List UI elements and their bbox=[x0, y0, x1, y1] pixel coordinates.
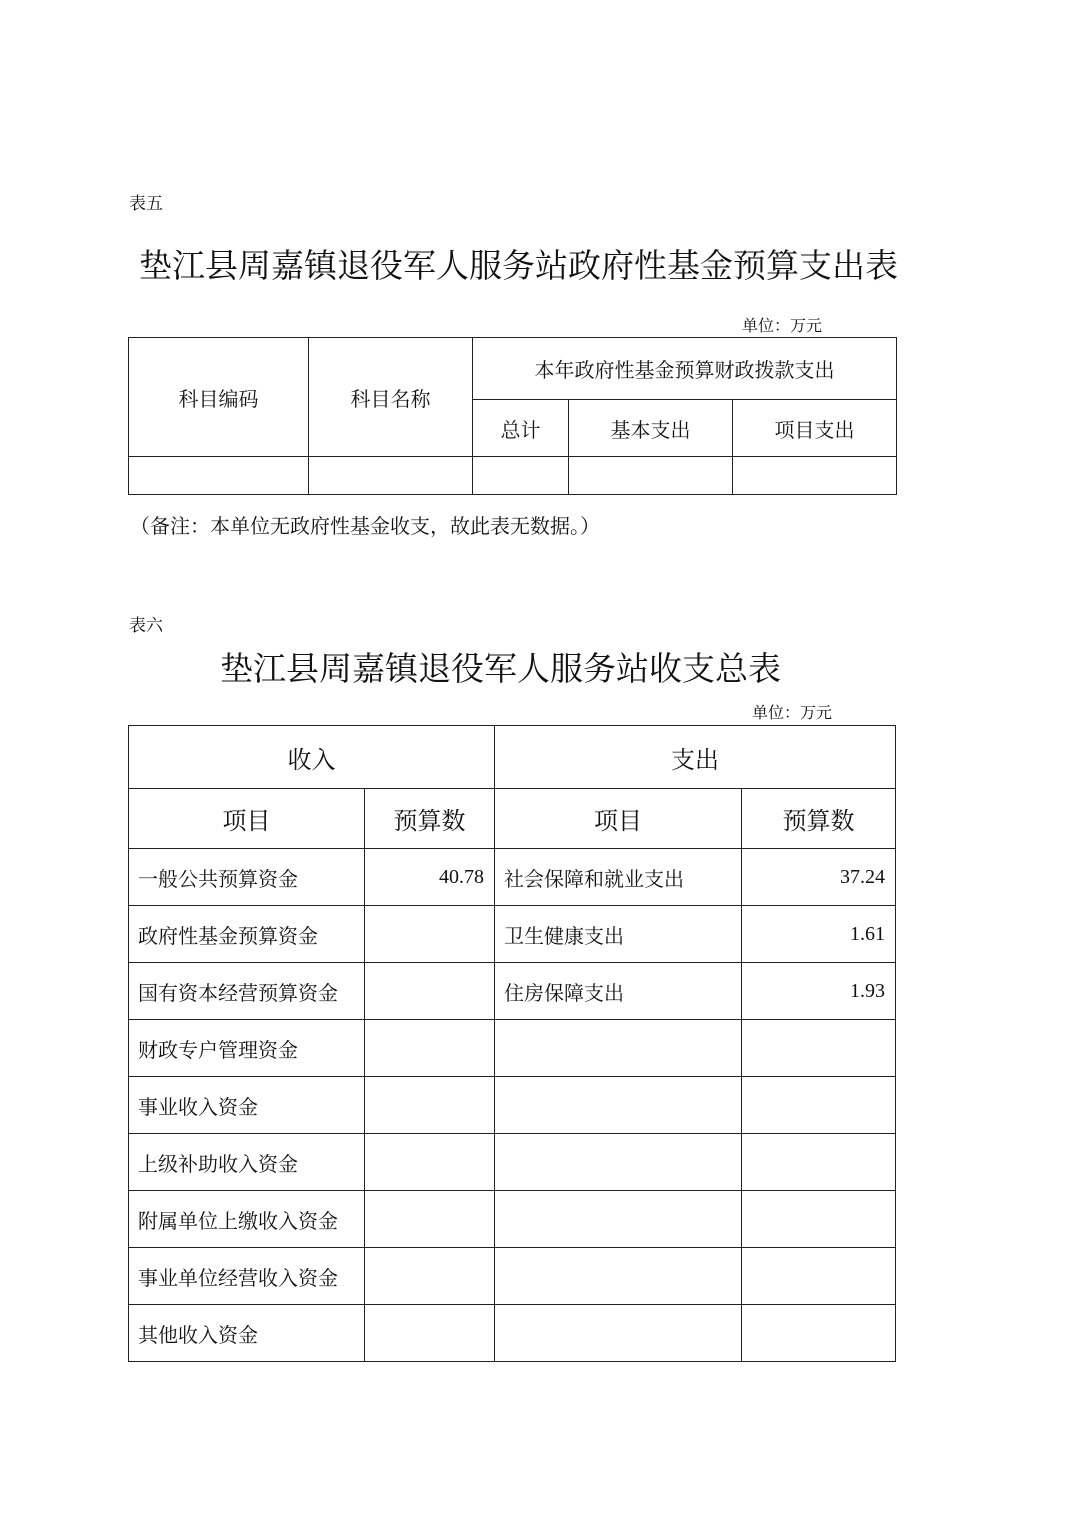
income-item: 附属单位上缴收入资金 bbox=[129, 1191, 365, 1248]
header-project-expense: 项目支出 bbox=[733, 400, 897, 457]
table5 bbox=[128, 337, 897, 495]
table-cell bbox=[569, 457, 733, 495]
header-fund-expense-group: 本年政府性基金预算财政拨款支出 bbox=[473, 338, 897, 400]
expense-item bbox=[495, 1020, 742, 1077]
income-item: 国有资本经营预算资金 bbox=[129, 963, 365, 1020]
income-budget: 40.78 bbox=[365, 849, 495, 906]
income-item: 上级补助收入资金 bbox=[129, 1134, 365, 1191]
expense-budget: 1.61 bbox=[742, 906, 896, 963]
expense-budget: 1.93 bbox=[742, 963, 896, 1020]
income-item: 财政专户管理资金 bbox=[129, 1020, 365, 1077]
expense-budget bbox=[742, 1077, 896, 1134]
header-subject-code: 科目编码 bbox=[129, 338, 309, 457]
table6-unit: 单位：万元 bbox=[752, 705, 833, 722]
income-budget bbox=[365, 1248, 495, 1305]
expense-budget bbox=[742, 1248, 896, 1305]
income-budget bbox=[365, 1134, 495, 1191]
expense-item: 社会保障和就业支出 bbox=[495, 849, 742, 906]
expense-budget bbox=[742, 1020, 896, 1077]
header-expense: 支出 bbox=[495, 726, 896, 789]
table-cell bbox=[473, 457, 569, 495]
income-item: 事业收入资金 bbox=[129, 1077, 365, 1134]
income-budget bbox=[365, 1077, 495, 1134]
income-budget bbox=[365, 1020, 495, 1077]
expense-item: 卫生健康支出 bbox=[495, 906, 742, 963]
table5-label: 表五 bbox=[129, 194, 163, 214]
income-item: 事业单位经营收入资金 bbox=[129, 1248, 365, 1305]
income-item: 其他收入资金 bbox=[129, 1305, 365, 1362]
table-cell bbox=[129, 457, 309, 495]
table6 bbox=[128, 725, 896, 1362]
table-row bbox=[129, 1191, 896, 1248]
table6-title: 垫江县周嘉镇退役军人服务站收支总表 bbox=[220, 649, 781, 688]
table-row bbox=[129, 1305, 896, 1362]
income-budget bbox=[365, 1191, 495, 1248]
income-budget bbox=[365, 963, 495, 1020]
income-budget bbox=[365, 906, 495, 963]
table5-unit: 单位：万元 bbox=[742, 318, 823, 335]
expense-budget bbox=[742, 1305, 896, 1362]
table-row bbox=[129, 1134, 896, 1191]
expense-item bbox=[495, 1134, 742, 1191]
expense-item: 住房保障支出 bbox=[495, 963, 742, 1020]
income-item: 一般公共预算资金 bbox=[129, 849, 365, 906]
header-subject-name: 科目名称 bbox=[309, 338, 473, 457]
table-cell bbox=[309, 457, 473, 495]
header-basic-expense: 基本支出 bbox=[569, 400, 733, 457]
header-income-budget: 预算数 bbox=[365, 789, 495, 849]
table-row-empty bbox=[129, 457, 897, 495]
header-total: 总计 bbox=[473, 400, 569, 457]
table-row bbox=[129, 849, 896, 906]
income-item: 政府性基金预算资金 bbox=[129, 906, 365, 963]
expense-budget: 37.24 bbox=[742, 849, 896, 906]
table-row bbox=[129, 1020, 896, 1077]
table5-note: （备注：本单位无政府性基金收支，故此表无数据。） bbox=[130, 514, 600, 538]
table-row bbox=[129, 1248, 896, 1305]
expense-item bbox=[495, 1305, 742, 1362]
header-income: 收入 bbox=[129, 726, 495, 789]
expense-item bbox=[495, 1248, 742, 1305]
expense-item bbox=[495, 1077, 742, 1134]
header-income-item: 项目 bbox=[129, 789, 365, 849]
header-expense-budget: 预算数 bbox=[742, 789, 896, 849]
table-row bbox=[129, 906, 896, 963]
income-budget bbox=[365, 1305, 495, 1362]
expense-item bbox=[495, 1191, 742, 1248]
expense-budget bbox=[742, 1134, 896, 1191]
table-cell bbox=[733, 457, 897, 495]
table-row bbox=[129, 963, 896, 1020]
table5-title: 垫江县周嘉镇退役军人服务站政府性基金预算支出表 bbox=[139, 246, 898, 285]
table-row bbox=[129, 1077, 896, 1134]
table6-label: 表六 bbox=[129, 616, 163, 636]
expense-budget bbox=[742, 1191, 896, 1248]
header-expense-item: 项目 bbox=[495, 789, 742, 849]
